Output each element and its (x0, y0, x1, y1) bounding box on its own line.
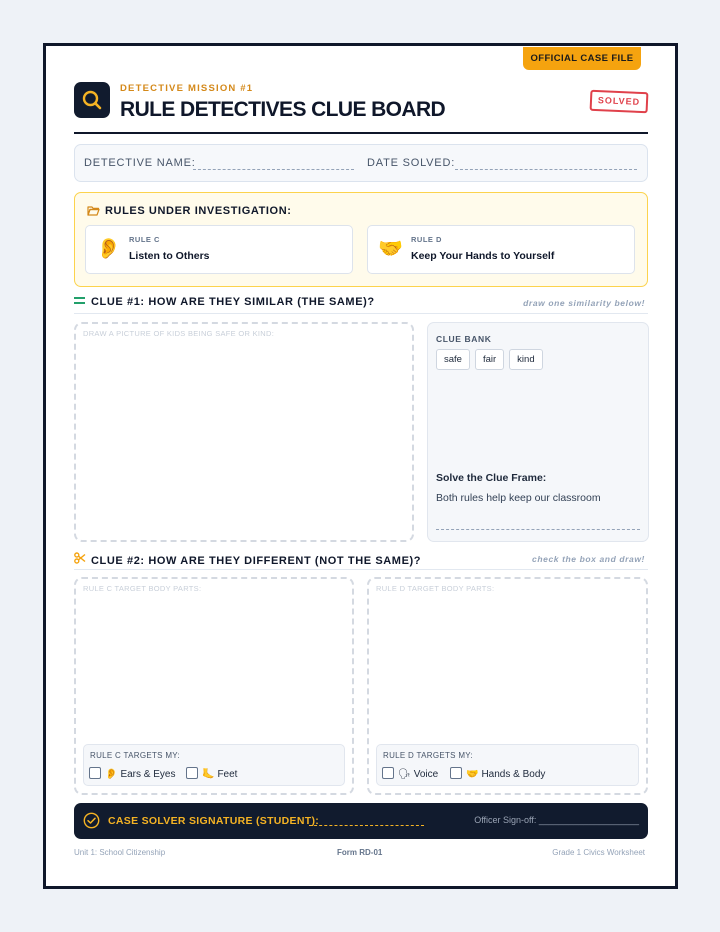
handshake-icon: 🤝 (378, 238, 403, 260)
officer-signoff: Officer Sign-off: ____________________ (474, 815, 639, 825)
clue1-heading (74, 296, 375, 308)
equals-icon (74, 296, 86, 308)
signature-bar (74, 803, 648, 839)
page-title: RULE DETECTIVES CLUE BOARD (120, 98, 446, 121)
folder-open-icon (87, 205, 100, 219)
rule-c-text: Listen to Others (129, 250, 210, 262)
clue-frame-heading: Solve the Clue Frame: (436, 472, 547, 484)
clue1-title: CLUE #1: HOW ARE THEY SIMILAR (THE SAME)? (91, 296, 375, 308)
word-chip-kind[interactable]: kind (509, 349, 542, 370)
clue2-divider (74, 569, 648, 570)
date-solved-label: DATE SOLVED: (367, 157, 456, 169)
signature-label: CASE SOLVER SIGNATURE (STUDENT): (108, 815, 320, 827)
clue2-heading (74, 552, 421, 567)
speaking-head-icon: 🗣 (398, 769, 411, 780)
footer-form-id: Form RD-01 (337, 848, 383, 857)
clue1-drawing-area[interactable] (74, 322, 414, 542)
rule-c-drawing-area[interactable] (74, 577, 354, 795)
ear-icon: 👂 (105, 769, 118, 780)
ears-eyes-checkbox[interactable] (89, 767, 101, 779)
rule-d-text: Keep Your Hands to Yourself (411, 250, 555, 262)
option-feet[interactable] (186, 767, 237, 780)
rules-panel (74, 192, 648, 287)
option-hands-body[interactable] (450, 767, 545, 780)
footer-unit: Unit 1: School Citizenship (74, 848, 166, 857)
worksheet-page (43, 43, 678, 889)
rules-heading-text: RULES UNDER INVESTIGATION: (105, 205, 292, 217)
footer-grade: Grade 1 Civics Worksheet (552, 848, 645, 857)
rule-d-drawing-area[interactable] (367, 577, 648, 795)
ears-eyes-label: Ears & Eyes (120, 769, 176, 780)
hands-body-checkbox[interactable] (450, 767, 462, 779)
rule-d-targets-label: RULE D TARGETS MY: (383, 751, 474, 760)
option-ears-eyes[interactable] (89, 767, 175, 780)
header-divider (74, 132, 648, 134)
voice-checkbox[interactable] (382, 767, 394, 779)
rule-d-tag: RULE D (411, 235, 442, 244)
ear-icon: 👂 (96, 238, 121, 260)
voice-label: Voice (413, 769, 439, 780)
signature-field[interactable] (309, 825, 424, 826)
clue1-divider (74, 313, 648, 314)
feet-checkbox[interactable] (186, 767, 198, 779)
clue-bank-chips (436, 349, 543, 370)
rule-card-c (85, 225, 353, 274)
word-chip-safe[interactable]: safe (436, 349, 470, 370)
clue2-title: CLUE #2: HOW ARE THEY DIFFERENT (NOT THE SAME)? (91, 555, 422, 567)
clue-bank-heading: CLUE BANK (436, 334, 492, 344)
rule-card-d (367, 225, 635, 274)
clue-bank-panel (427, 322, 649, 542)
check-circle-icon (83, 812, 100, 834)
clue-frame-text: Both rules help keep our classroom (436, 492, 601, 504)
clue1-draw-caption: DRAW A PICTURE OF KIDS BEING SAFE OR KIND: (83, 329, 275, 338)
foot-icon: 🦶 (202, 769, 215, 780)
rule-d-targets-box (376, 744, 639, 786)
handshake-icon: 🤝 (466, 769, 479, 780)
official-case-file-tab: OFFICIAL CASE FILE (523, 47, 641, 70)
rule-c-targets-label: RULE C TARGETS MY: (90, 751, 181, 760)
mission-kicker: DETECTIVE MISSION #1 (120, 83, 254, 94)
word-chip-fair[interactable]: fair (475, 349, 504, 370)
rule-c-tag: RULE C (129, 235, 160, 244)
clue2-hint: check the box and draw! (532, 554, 645, 564)
detective-name-field[interactable] (193, 169, 354, 170)
feet-label: Feet (217, 769, 238, 780)
rule-c-targets-box (83, 744, 345, 786)
date-solved-field[interactable] (455, 169, 637, 170)
magnifier-icon (74, 82, 110, 118)
name-date-bar (74, 144, 648, 182)
option-voice[interactable] (382, 767, 438, 780)
scissors-icon (74, 552, 86, 567)
clue-frame-answer-line[interactable] (436, 529, 640, 530)
hands-body-label: Hands & Body (481, 769, 546, 780)
clue1-hint: draw one similarity below! (523, 298, 645, 308)
detective-name-label: DETECTIVE NAME: (84, 157, 196, 169)
rules-heading (87, 205, 292, 219)
rule-d-draw-caption: RULE D TARGET BODY PARTS: (376, 584, 495, 593)
rule-c-draw-caption: RULE C TARGET BODY PARTS: (83, 584, 202, 593)
solved-stamp: SOLVED (590, 90, 649, 114)
